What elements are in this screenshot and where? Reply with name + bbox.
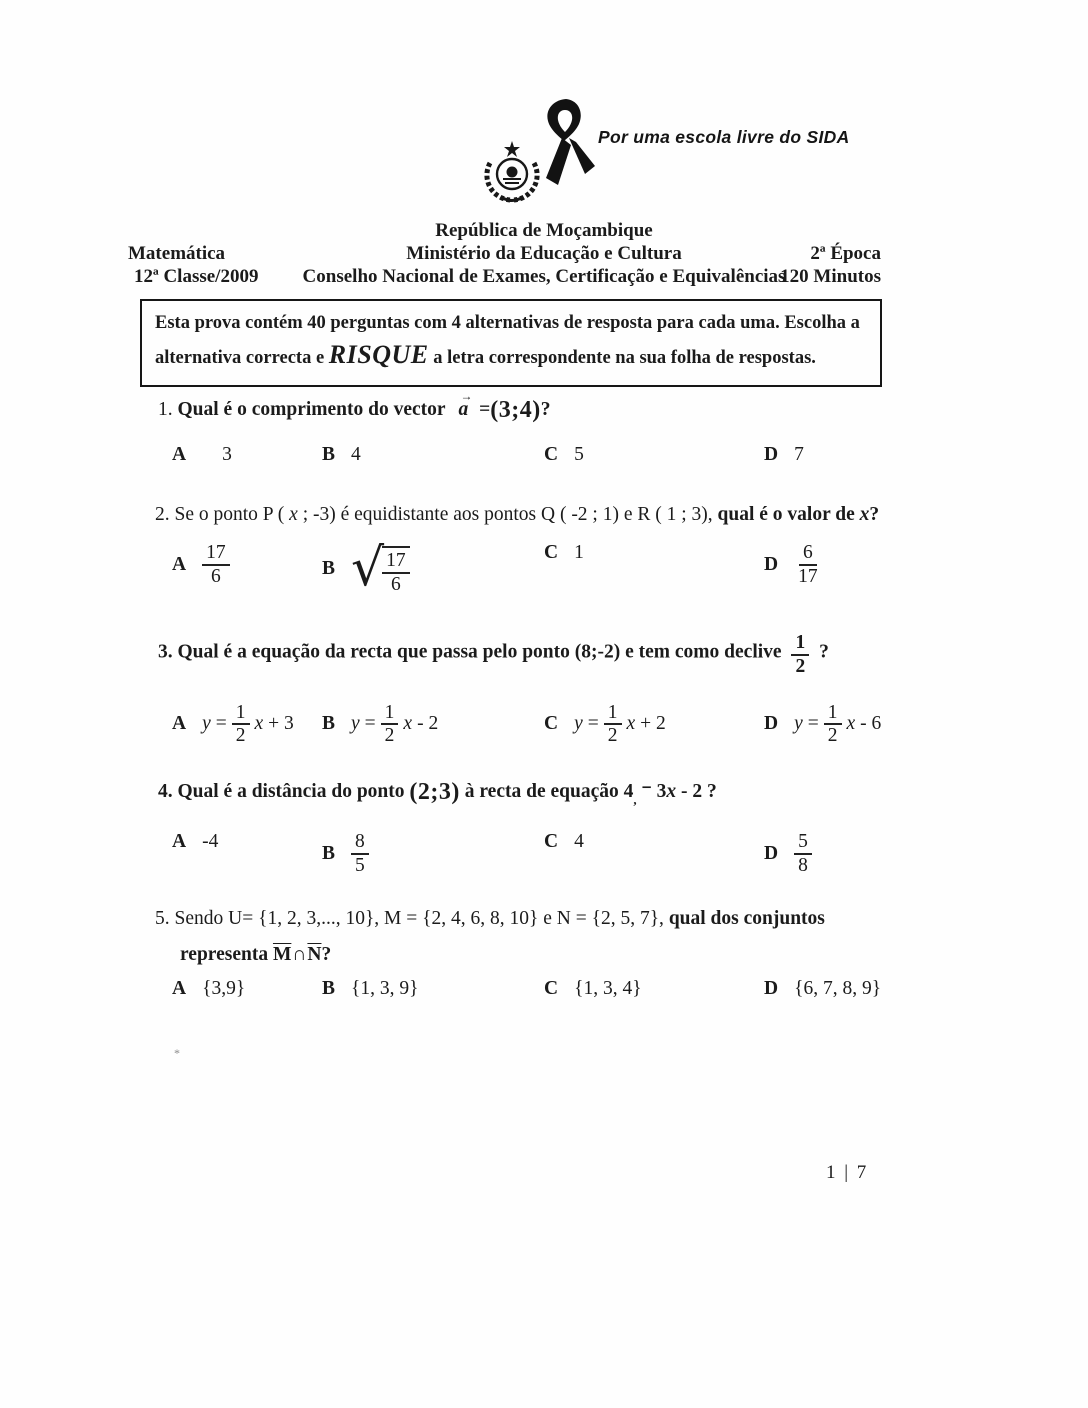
fraction: $\frac{8}{5}$: [351, 831, 369, 877]
option-d: D {6, 7, 8, 9}: [764, 978, 882, 999]
fraction: $\frac{1}{2}$: [381, 702, 399, 748]
campaign-slogan: Por uma escola livre do SIDA: [598, 127, 850, 147]
page-number: 1 | 7: [826, 1162, 869, 1183]
fraction: $\frac{1}{2}$: [824, 702, 842, 748]
question-2: [0, 501, 1088, 614]
question-stem: 1. Qual é o comprimento do vector → a =(3;4)?: [0, 394, 1088, 424]
fraction: $\frac{1}{2}$: [791, 632, 809, 678]
question-1: [0, 389, 1088, 472]
option-value: {1, 3, 4}: [574, 978, 642, 999]
subject-label: Matemática: [128, 243, 226, 264]
republic-title: República de Moçambique: [435, 220, 653, 241]
square-root: [351, 538, 410, 598]
set-complement-n: $\overline{N}$: [307, 944, 322, 965]
option-value: 5: [574, 444, 584, 465]
fraction: $\frac{17}{6}$: [202, 542, 230, 588]
fraction: $\frac{1}{2}$: [232, 702, 250, 748]
set-complement-m: $\overline{M}$: [272, 944, 292, 965]
option-value: 1: [574, 542, 584, 563]
class-year-label: 12ª Classe/2009: [134, 266, 259, 287]
option-a: A y = $\frac{1}{2}$ x + 3: [172, 701, 294, 747]
option-value: 4: [351, 444, 361, 465]
duration-label: 120 Minutos: [780, 266, 881, 287]
equation: $4_,$ ⁻ 3x - 2 ?: [623, 781, 717, 807]
instructions-box: [140, 299, 882, 387]
option-b: B y = $\frac{1}{2}$ x - 2: [322, 701, 439, 747]
option-c: C 1: [544, 542, 584, 563]
option-b: B $\frac{8}{5}$: [322, 831, 369, 877]
option-d: D $\frac{5}{8}$: [764, 831, 812, 877]
option-value: 3: [222, 444, 232, 465]
option-a: A 3: [172, 444, 232, 465]
option-value: -4: [202, 831, 219, 852]
risque-emphasis: RISQUE: [328, 340, 429, 369]
question-number: 1.: [158, 399, 173, 420]
question-stem: 4. Qual é a distância do ponto (2;3) à recta de equação $4_,$ ⁻ 3x - 2 ?: [158, 779, 717, 807]
radical-sign: √: [351, 538, 385, 598]
option-c: C y = $\frac{1}{2}$ x + 2: [544, 701, 666, 747]
question-number: 5.: [155, 908, 170, 929]
option-b: B 4: [322, 444, 361, 465]
option-value: {6, 7, 8, 9}: [794, 978, 882, 999]
option-a: A -4: [172, 831, 219, 852]
option-a: A {3,9}: [172, 978, 246, 999]
fraction: $\frac{6}{17}$: [798, 542, 818, 587]
option-d: D 7: [764, 444, 804, 465]
option-value: {1, 3, 9}: [351, 978, 419, 999]
option-b: B {1, 3, 9}: [322, 978, 419, 999]
option-value: 7: [794, 444, 804, 465]
option-b: B √ $\frac{17}{6}$: [322, 542, 410, 596]
instruction-text-pre: Esta prova contém 40 perguntas com 4 alternativas de resposta para cada uma. Escolha a alternativa correcta e: [155, 313, 860, 368]
question-stem: 5. Sendo U= {1, 2, 3,..., 10}, M = {2, 4, 6, 8, 10} e N = {2, 5, 7}, qual dos conjuntos: [155, 908, 825, 929]
council-label: Conselho Nacional de Exames, Certificação e Equivalências: [302, 266, 786, 287]
option-d: D $\frac{6}{17}$: [764, 542, 822, 588]
fraction: $\frac{1}{2}$: [604, 702, 622, 748]
question-4: [0, 778, 1088, 897]
fraction: $\frac{5}{8}$: [794, 831, 812, 877]
scan-speck: *: [174, 1046, 180, 1060]
epoch-label: 2ª Época: [810, 243, 881, 264]
option-a: A $\frac{17}{6}$: [172, 542, 230, 588]
option-d: D y = $\frac{1}{2}$ x - 6: [764, 701, 882, 747]
question-5: [0, 905, 1088, 1008]
question-stem: 3. Qual é a equação da recta que passa pelo ponto (8;-2) e tem como declive $\frac{1}{2}$ ?: [158, 632, 829, 677]
vector-symbol: → a: [458, 396, 468, 423]
fraction: $\frac{17}{6}$: [382, 546, 410, 596]
instruction-text-post: a letra correspondente na sua folha de respostas.: [428, 348, 816, 368]
question-number: 3.: [158, 641, 173, 663]
awareness-ribbon-icon: [533, 97, 599, 192]
question-stem-line2: representa $\overline{M}\cap\overline{N}$?: [180, 944, 332, 965]
intersection-symbol: ∩: [292, 944, 307, 965]
option-value: {3,9}: [202, 978, 246, 999]
question-number: 2.: [155, 504, 170, 525]
question-stem: 2. Se o ponto P ( x ; -3) é equidistante aos pontos Q ( -2 ; 1) e R ( 1 ; 3), qual é o valor de x?: [155, 504, 880, 525]
option-c: C 4: [544, 831, 584, 852]
option-value: 4: [574, 831, 584, 852]
option-c: C {1, 3, 4}: [544, 978, 642, 999]
ministry-label: Ministério da Educação e Cultura: [406, 243, 682, 264]
question-number: 4.: [158, 781, 173, 802]
option-c: C 5: [544, 444, 584, 465]
vector-arrow-icon: →: [460, 389, 473, 403]
question-3: [0, 630, 1088, 764]
